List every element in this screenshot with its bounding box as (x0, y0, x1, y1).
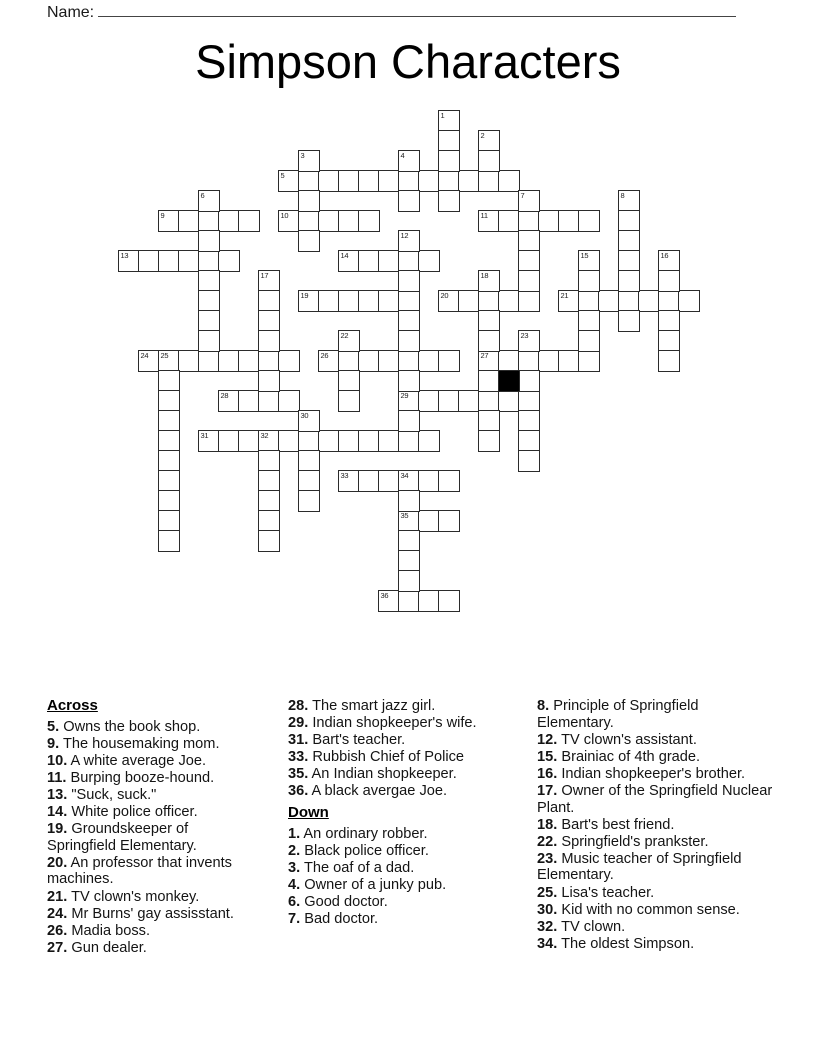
grid-cell[interactable] (258, 470, 280, 492)
grid-cell[interactable] (318, 350, 340, 372)
grid-cell[interactable] (218, 430, 240, 452)
grid-cell[interactable] (278, 430, 300, 452)
grid-cell[interactable] (478, 370, 500, 392)
grid-cell[interactable] (478, 410, 500, 432)
grid-cell[interactable] (338, 250, 360, 272)
clue-31-across: 31. Bart's teacher. (288, 732, 406, 749)
grid-cell[interactable] (438, 290, 460, 312)
grid-cell[interactable] (338, 330, 360, 352)
clue-2-down: 2. Black police officer. (288, 842, 429, 859)
grid-cell[interactable] (398, 250, 420, 272)
grid-cell[interactable] (498, 210, 520, 232)
grid-cell[interactable] (398, 550, 420, 572)
grid-cell[interactable] (158, 450, 180, 472)
grid-cell[interactable] (378, 470, 400, 492)
grid-cell[interactable] (438, 110, 460, 132)
cell-number: 3 (300, 151, 305, 160)
clue-26-across: 26. Madia boss. (47, 922, 151, 939)
grid-cell[interactable] (478, 350, 500, 372)
clue-9-across: 9. The housemaking mom. (47, 735, 220, 752)
grid-cell[interactable] (338, 210, 360, 232)
clue-6-down: 6. Good doctor. (288, 894, 388, 911)
grid-cell[interactable] (658, 290, 680, 312)
clue-22-down: 22. Springfield's prankster. (537, 833, 709, 850)
grid-cell[interactable] (298, 230, 320, 252)
cell-number: 28 (220, 391, 229, 400)
grid-cell[interactable] (478, 170, 500, 192)
grid-cell[interactable] (638, 290, 660, 312)
clue-8-down: 8. Principle of Springfield Elementary. (537, 698, 699, 731)
clue-33-across: 33. Rubbish Chief of Police (288, 749, 465, 766)
grid-cell[interactable] (358, 210, 380, 232)
cell-number: 29 (400, 391, 409, 400)
grid-cell[interactable] (518, 190, 540, 212)
cell-number: 35 (400, 511, 409, 520)
grid-cell[interactable] (458, 390, 480, 412)
grid-cell[interactable] (198, 210, 220, 232)
grid-cell[interactable] (678, 290, 700, 312)
cell-number: 1 (440, 111, 445, 120)
grid-cell[interactable] (358, 350, 380, 372)
grid-cell[interactable] (438, 390, 460, 412)
grid-cell[interactable] (398, 330, 420, 352)
cell-number: 11 (480, 211, 488, 220)
grid-cell[interactable] (318, 170, 340, 192)
grid-cell[interactable] (658, 330, 680, 352)
cell-number: 32 (260, 431, 269, 440)
grid-cell[interactable] (318, 430, 340, 452)
grid-cell[interactable] (238, 430, 260, 452)
cell-number: 14 (340, 251, 349, 260)
grid-cell[interactable] (158, 250, 180, 272)
grid-cell[interactable] (258, 350, 280, 372)
grid-cell[interactable] (398, 430, 420, 452)
grid-cell[interactable] (158, 410, 180, 432)
clue-1-down: 1. An ordinary robber. (288, 825, 428, 842)
grid-cell[interactable] (178, 250, 200, 272)
grid-cell[interactable] (478, 150, 500, 172)
grid-cell[interactable] (518, 410, 540, 432)
grid-cell[interactable] (338, 390, 360, 412)
grid-cell[interactable] (338, 430, 360, 452)
name-row (47, 2, 769, 22)
grid-cell[interactable] (358, 290, 380, 312)
grid-cell[interactable] (378, 430, 400, 452)
cell-number: 26 (320, 351, 329, 360)
grid-cell[interactable] (398, 310, 420, 332)
grid-cell[interactable] (158, 430, 180, 452)
grid-cell[interactable] (318, 210, 340, 232)
black-cell (498, 370, 520, 392)
cell-number: 16 (660, 251, 669, 260)
grid-cell[interactable] (438, 150, 460, 172)
grid-cell[interactable] (518, 390, 540, 412)
grid-cell[interactable] (198, 430, 220, 452)
grid-cell[interactable] (198, 290, 220, 312)
clue-18-down: 18. Bart's best friend. (537, 816, 675, 833)
cell-number: 36 (380, 591, 389, 600)
grid-cell[interactable] (518, 210, 540, 232)
grid-cell[interactable] (618, 290, 640, 312)
grid-cell[interactable] (258, 270, 280, 292)
grid-cell[interactable] (398, 150, 420, 172)
grid-cell[interactable] (398, 350, 420, 372)
grid-cell[interactable] (618, 250, 640, 272)
grid-cell[interactable] (238, 350, 260, 372)
grid-cell[interactable] (298, 450, 320, 472)
grid-cell[interactable] (518, 430, 540, 452)
grid-cell[interactable] (258, 450, 280, 472)
grid-cell[interactable] (618, 190, 640, 212)
cell-number: 7 (520, 191, 525, 200)
grid-cell[interactable] (578, 330, 600, 352)
clue-15-down: 15. Brainiac of 4th grade. (537, 748, 701, 765)
clue-24-across: 24. Mr Burns' gay assisstant. (47, 905, 234, 922)
grid-cell[interactable] (138, 350, 160, 372)
page-title: Simpson Characters (195, 35, 621, 88)
clue-23-down: 23. Music teacher of Springfield Elementary. (537, 850, 742, 884)
grid-cell[interactable] (518, 290, 540, 312)
grid-cell[interactable] (398, 570, 420, 592)
grid-cell[interactable] (478, 310, 500, 332)
grid-cell[interactable] (198, 190, 220, 212)
grid-cell[interactable] (518, 350, 540, 372)
grid-cell[interactable] (198, 230, 220, 252)
grid-cell[interactable] (478, 210, 500, 232)
grid-cell[interactable] (258, 370, 280, 392)
grid-cell[interactable] (298, 490, 320, 512)
grid-cell[interactable] (658, 350, 680, 372)
grid-cell[interactable] (518, 450, 540, 472)
clue-29-across: 29. Indian shopkeeper's wife. (288, 715, 477, 732)
cell-number: 24 (140, 351, 149, 360)
cell-number: 23 (520, 331, 529, 340)
grid-cell[interactable] (398, 290, 420, 312)
grid-cell[interactable] (418, 590, 440, 612)
name-label: Name: (47, 4, 95, 21)
grid-cell[interactable] (458, 290, 480, 312)
clue-5-across: 5. Owns the book shop. (47, 718, 201, 735)
clue-16-down: 16. Indian shopkeeper's brother. (537, 765, 746, 782)
clue-column-1 (47, 698, 259, 957)
grid-cell[interactable] (498, 390, 520, 412)
grid-cell[interactable] (198, 350, 220, 372)
clue-7-down: 7. Bad doctor. (288, 911, 379, 928)
grid-cell[interactable] (438, 190, 460, 212)
grid-cell[interactable] (338, 370, 360, 392)
clue-32-down: 32. TV clown. (537, 918, 626, 935)
grid-cell[interactable] (438, 350, 460, 372)
grid-cell[interactable] (318, 290, 340, 312)
grid-cell[interactable] (218, 250, 240, 272)
clue-36-across: 36. A black avergae Joe. (288, 783, 448, 800)
grid-cell[interactable] (478, 290, 500, 312)
grid-cell[interactable] (398, 170, 420, 192)
grid-cell[interactable] (398, 410, 420, 432)
grid-cell[interactable] (558, 210, 580, 232)
grid-cell[interactable] (378, 590, 400, 612)
grid-cell[interactable] (258, 490, 280, 512)
grid-cell[interactable] (518, 250, 540, 272)
clue-34-down: 34. The oldest Simpson. (537, 935, 695, 952)
cell-number: 30 (300, 411, 309, 420)
grid-cell[interactable] (618, 230, 640, 252)
grid-cell[interactable] (658, 310, 680, 332)
grid-cell[interactable] (518, 270, 540, 292)
grid-cell[interactable] (398, 530, 420, 552)
grid-cell[interactable] (458, 170, 480, 192)
cell-number: 31 (200, 431, 209, 440)
grid-cell[interactable] (198, 270, 220, 292)
grid-cell[interactable] (358, 430, 380, 452)
grid-cell[interactable] (198, 250, 220, 272)
cell-number: 8 (620, 191, 625, 200)
grid-cell[interactable] (438, 470, 460, 492)
cell-number: 25 (160, 351, 169, 360)
clue-10-across: 10. A white average Joe. (47, 752, 207, 769)
grid-cell[interactable] (118, 250, 140, 272)
grid-cell[interactable] (158, 350, 180, 372)
grid-cell[interactable] (418, 170, 440, 192)
cell-number: 20 (440, 291, 449, 300)
grid-cell[interactable] (298, 210, 320, 232)
grid-cell[interactable] (298, 290, 320, 312)
grid-cell[interactable] (238, 210, 260, 232)
cell-number: 27 (480, 351, 489, 360)
grid-cell[interactable] (178, 350, 200, 372)
grid-cell[interactable] (498, 170, 520, 192)
grid-cell[interactable] (218, 350, 240, 372)
grid-cell[interactable] (238, 390, 260, 412)
grid-cell[interactable] (178, 210, 200, 232)
grid-cell[interactable] (498, 350, 520, 372)
clue-25-down: 25. Lisa's teacher. (537, 884, 655, 901)
grid-cell[interactable] (438, 590, 460, 612)
clue-4-down: 4. Owner of a junky pub. (288, 876, 447, 893)
grid-cell[interactable] (358, 250, 380, 272)
grid-cell[interactable] (378, 170, 400, 192)
grid-cell[interactable] (258, 330, 280, 352)
grid-cell[interactable] (298, 470, 320, 492)
grid-cell[interactable] (478, 430, 500, 452)
grid-cell[interactable] (618, 270, 640, 292)
grid-cell[interactable] (158, 490, 180, 512)
grid-cell[interactable] (438, 170, 460, 192)
cell-number: 13 (120, 251, 129, 260)
clue-20-across: 20. An professor that invents machines. (47, 854, 232, 888)
clue-28-across: 28. The smart jazz girl. (288, 698, 436, 714)
grid-cell[interactable] (618, 310, 640, 332)
grid-cell[interactable] (398, 470, 420, 492)
grid-cell[interactable] (598, 290, 620, 312)
cell-number: 12 (400, 231, 409, 240)
down-heading: Down (288, 804, 329, 822)
clue-27-across: 27. Gun dealer. (47, 939, 147, 956)
grid-cell[interactable] (158, 530, 180, 552)
grid-cell[interactable] (298, 170, 320, 192)
grid-cell[interactable] (558, 350, 580, 372)
grid-cell[interactable] (398, 370, 420, 392)
grid-cell[interactable] (478, 390, 500, 412)
grid-cell[interactable] (398, 390, 420, 412)
grid-cell[interactable] (158, 510, 180, 532)
grid-cell[interactable] (138, 250, 160, 272)
grid-cell[interactable] (578, 290, 600, 312)
clue-30-down: 30. Kid with no common sense. (537, 901, 740, 918)
grid-cell[interactable] (538, 210, 560, 232)
grid-cell[interactable] (658, 270, 680, 292)
grid-cell[interactable] (478, 270, 500, 292)
clue-19-across: 19. Groundskeeper of Springfield Elementary. (47, 821, 197, 854)
cell-number: 10 (280, 211, 289, 220)
cell-number: 22 (340, 331, 349, 340)
grid-cell[interactable] (258, 430, 280, 452)
grid-cell[interactable] (398, 590, 420, 612)
clue-35-across: 35. An Indian shopkeeper. (288, 766, 457, 783)
clue-13-across: 13. "Suck, suck." (47, 786, 157, 803)
grid-cell[interactable] (418, 430, 440, 452)
cell-number: 9 (160, 211, 165, 220)
grid-cell[interactable] (658, 250, 680, 272)
grid-cell[interactable] (218, 210, 240, 232)
cell-number: 2 (480, 131, 485, 140)
grid-cell[interactable] (298, 430, 320, 452)
grid-cell[interactable] (298, 150, 320, 172)
grid-cell[interactable] (478, 130, 500, 152)
clue-21-across: 21. TV clown's monkey. (47, 888, 200, 905)
clue-11-across: 11. Burping booze-hound. (47, 769, 215, 786)
grid-cell[interactable] (418, 250, 440, 272)
grid-cell[interactable] (298, 410, 320, 432)
grid-cell[interactable] (418, 350, 440, 372)
name-blank-line[interactable] (98, 2, 736, 17)
grid-cell[interactable] (558, 290, 580, 312)
grid-cell[interactable] (578, 350, 600, 372)
grid-cell[interactable] (218, 390, 240, 412)
cell-number: 6 (200, 191, 205, 200)
grid-cell[interactable] (418, 470, 440, 492)
grid-cell[interactable] (478, 330, 500, 352)
cell-number: 19 (300, 291, 309, 300)
cell-number: 18 (480, 271, 489, 280)
grid-cell[interactable] (518, 370, 540, 392)
grid-cell[interactable] (438, 510, 460, 532)
clue-12-down: 12. TV clown's assistant. (537, 731, 697, 748)
clue-3-down: 3. The oaf of a dad. (288, 859, 415, 876)
grid-cell[interactable] (398, 490, 420, 512)
grid-cell[interactable] (398, 230, 420, 252)
cell-number: 5 (280, 171, 285, 180)
grid-cell[interactable] (358, 470, 380, 492)
grid-cell[interactable] (258, 530, 280, 552)
grid-cell[interactable] (438, 130, 460, 152)
cell-number: 34 (400, 471, 409, 480)
grid-cell[interactable] (198, 330, 220, 352)
grid-cell[interactable] (158, 210, 180, 232)
clue-14-across: 14. White police officer. (47, 804, 198, 821)
grid-cell[interactable] (378, 350, 400, 372)
grid-cell[interactable] (578, 270, 600, 292)
grid-cell[interactable] (538, 350, 560, 372)
grid-cell[interactable] (518, 230, 540, 252)
grid-cell[interactable] (378, 290, 400, 312)
cell-number: 33 (340, 471, 349, 480)
grid-cell[interactable] (398, 270, 420, 292)
grid-cell[interactable] (198, 310, 220, 332)
cell-number: 17 (260, 271, 269, 280)
grid-cell[interactable] (618, 210, 640, 232)
grid-cell[interactable] (578, 310, 600, 332)
grid-cell[interactable] (578, 210, 600, 232)
grid-cell[interactable] (578, 250, 600, 272)
grid-cell[interactable] (158, 390, 180, 412)
grid-cell[interactable] (398, 190, 420, 212)
clue-column-3 (537, 698, 777, 953)
grid-cell[interactable] (278, 210, 300, 232)
grid-cell[interactable] (378, 250, 400, 272)
grid-cell[interactable] (338, 470, 360, 492)
cell-number: 21 (560, 291, 569, 300)
grid-cell[interactable] (418, 390, 440, 412)
grid-cell[interactable] (298, 190, 320, 212)
cell-number: 15 (580, 251, 589, 260)
clue-17-down: 17. Owner of the Springfield Nuclear Plant. (537, 782, 773, 816)
grid-cell[interactable] (498, 290, 520, 312)
grid-cell[interactable] (258, 310, 280, 332)
across-heading: Across (47, 697, 98, 714)
grid-cell[interactable] (338, 290, 360, 312)
grid-cell[interactable] (278, 170, 300, 192)
grid-cell[interactable] (338, 350, 360, 372)
grid-cell[interactable] (278, 390, 300, 412)
grid-cell[interactable] (338, 170, 360, 192)
grid-cell[interactable] (518, 330, 540, 352)
grid-cell[interactable] (418, 510, 440, 532)
grid-cell[interactable] (258, 390, 280, 412)
grid-cell[interactable] (158, 370, 180, 392)
grid-cell[interactable] (258, 290, 280, 312)
grid-cell[interactable] (158, 470, 180, 492)
grid-cell[interactable] (278, 350, 300, 372)
grid-cell[interactable] (358, 170, 380, 192)
cell-number: 4 (400, 151, 405, 160)
grid-cell[interactable] (258, 510, 280, 532)
grid-cell[interactable] (398, 510, 420, 532)
clue-column-2 (288, 698, 516, 928)
